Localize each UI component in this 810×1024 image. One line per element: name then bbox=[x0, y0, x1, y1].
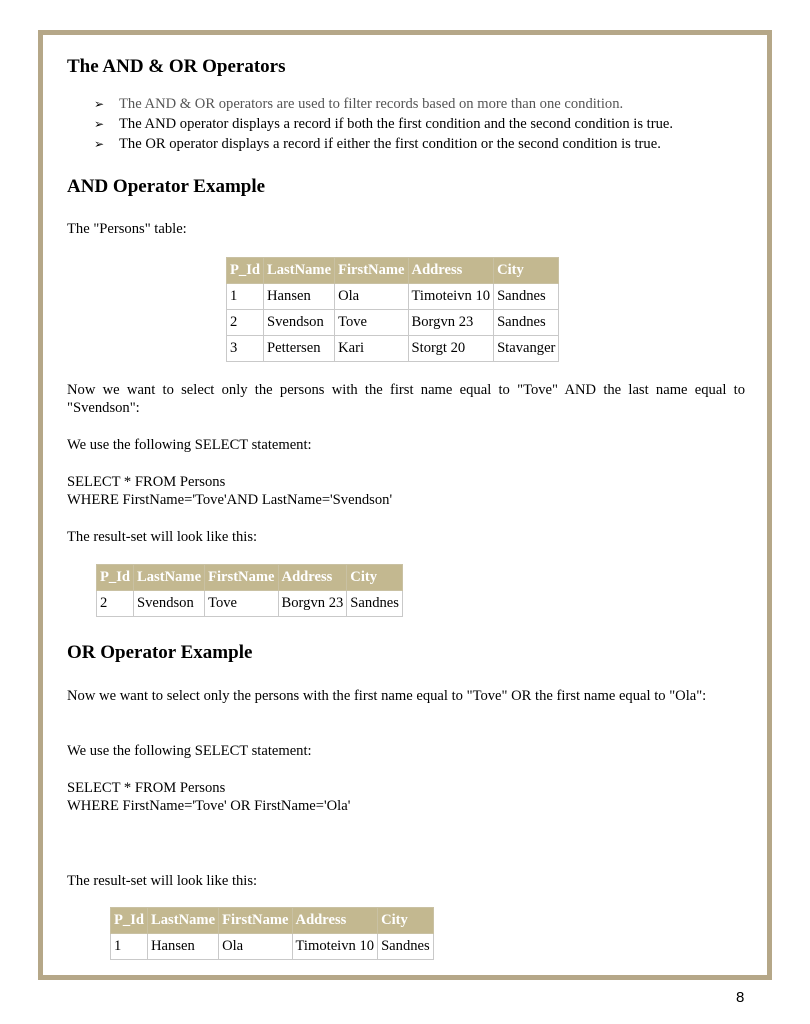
column-header: City bbox=[378, 908, 434, 934]
and-description: Now we want to select only the persons with the first name equal to "Tove" AND the last name equal to "Svendson": bbox=[67, 382, 745, 416]
table-cell: Borgvn 23 bbox=[408, 310, 494, 336]
table-cell: Tove bbox=[205, 591, 278, 617]
column-header: P_Id bbox=[227, 258, 264, 284]
table-cell: Svendson bbox=[264, 310, 335, 336]
table-cell: 1 bbox=[227, 284, 264, 310]
or-description: Now we want to select only the persons with the first name equal to "Tove" OR the first name equal to "Ola": bbox=[67, 688, 707, 704]
or-result-intro: The result-set will look like this: bbox=[67, 873, 258, 889]
column-header: City bbox=[347, 565, 403, 591]
table-cell: Pettersen bbox=[264, 336, 335, 362]
table-row bbox=[227, 310, 559, 336]
and-statement-intro: We use the following SELECT statement: bbox=[67, 437, 312, 453]
table-cell: Ola bbox=[219, 934, 292, 960]
table-cell: Sandnes bbox=[494, 284, 559, 310]
or-sql-line-2: WHERE FirstName='Tove' OR FirstName='Ola' bbox=[67, 798, 351, 814]
and-sql-line-2: WHERE FirstName='Tove'AND LastName='Svendson' bbox=[67, 492, 393, 508]
page-number: 8 bbox=[736, 989, 745, 1006]
table-row bbox=[97, 591, 403, 617]
table-cell: 3 bbox=[227, 336, 264, 362]
column-header: FirstName bbox=[205, 565, 278, 591]
bullet-list bbox=[94, 94, 673, 154]
or-result-table bbox=[110, 907, 434, 960]
table-cell: Svendson bbox=[134, 591, 205, 617]
or-section-heading: OR Operator Example bbox=[67, 642, 253, 663]
table-cell: Storgt 20 bbox=[408, 336, 494, 362]
persons-table bbox=[226, 257, 559, 362]
bullet-item bbox=[94, 114, 673, 134]
column-header: Address bbox=[292, 908, 378, 934]
and-section-heading: AND Operator Example bbox=[67, 176, 266, 197]
table-header-row bbox=[227, 258, 559, 284]
column-header: LastName bbox=[134, 565, 205, 591]
table-cell: 2 bbox=[97, 591, 134, 617]
table-cell: Hansen bbox=[148, 934, 219, 960]
and-result-table bbox=[96, 564, 403, 617]
arrow-bullet-icon: ➢ bbox=[94, 137, 105, 151]
table-row bbox=[111, 934, 434, 960]
table-row bbox=[227, 284, 559, 310]
table-header-row bbox=[97, 565, 403, 591]
or-statement-intro: We use the following SELECT statement: bbox=[67, 743, 312, 759]
table-cell: 2 bbox=[227, 310, 264, 336]
table-cell: Stavanger bbox=[494, 336, 559, 362]
column-header: LastName bbox=[148, 908, 219, 934]
column-header: P_Id bbox=[111, 908, 148, 934]
bullet-item bbox=[94, 134, 673, 154]
table-cell: Borgvn 23 bbox=[278, 591, 347, 617]
bullet-text: The AND & OR operators are used to filter records based on more than one condition. bbox=[119, 96, 624, 112]
table-cell: Hansen bbox=[264, 284, 335, 310]
table-cell: Timoteivn 10 bbox=[292, 934, 378, 960]
table-header-row bbox=[111, 908, 434, 934]
table-cell: Ola bbox=[335, 284, 408, 310]
column-header: FirstName bbox=[335, 258, 408, 284]
table-cell: Timoteivn 10 bbox=[408, 284, 494, 310]
bullet-text: The OR operator displays a record if either the first condition or the second condition is true. bbox=[119, 136, 661, 152]
and-result-intro: The result-set will look like this: bbox=[67, 529, 258, 545]
bullet-item bbox=[94, 94, 673, 114]
or-sql-line-1: SELECT * FROM Persons bbox=[67, 780, 226, 796]
table-cell: 1 bbox=[111, 934, 148, 960]
arrow-bullet-icon: ➢ bbox=[94, 117, 105, 131]
table-cell: Sandnes bbox=[347, 591, 403, 617]
table-cell: Sandnes bbox=[378, 934, 434, 960]
persons-table-intro: The "Persons" table: bbox=[67, 221, 187, 237]
table-cell: Kari bbox=[335, 336, 408, 362]
column-header: FirstName bbox=[219, 908, 292, 934]
column-header: P_Id bbox=[97, 565, 134, 591]
column-header: Address bbox=[278, 565, 347, 591]
and-sql-line-1: SELECT * FROM Persons bbox=[67, 474, 226, 490]
page-title: The AND & OR Operators bbox=[67, 56, 286, 77]
column-header: City bbox=[494, 258, 559, 284]
table-row bbox=[227, 336, 559, 362]
table-cell: Sandnes bbox=[494, 310, 559, 336]
bullet-text: The AND operator displays a record if both the first condition and the second condition is true. bbox=[119, 116, 674, 132]
table-cell: Tove bbox=[335, 310, 408, 336]
column-header: LastName bbox=[264, 258, 335, 284]
column-header: Address bbox=[408, 258, 494, 284]
arrow-bullet-icon: ➢ bbox=[94, 97, 105, 111]
